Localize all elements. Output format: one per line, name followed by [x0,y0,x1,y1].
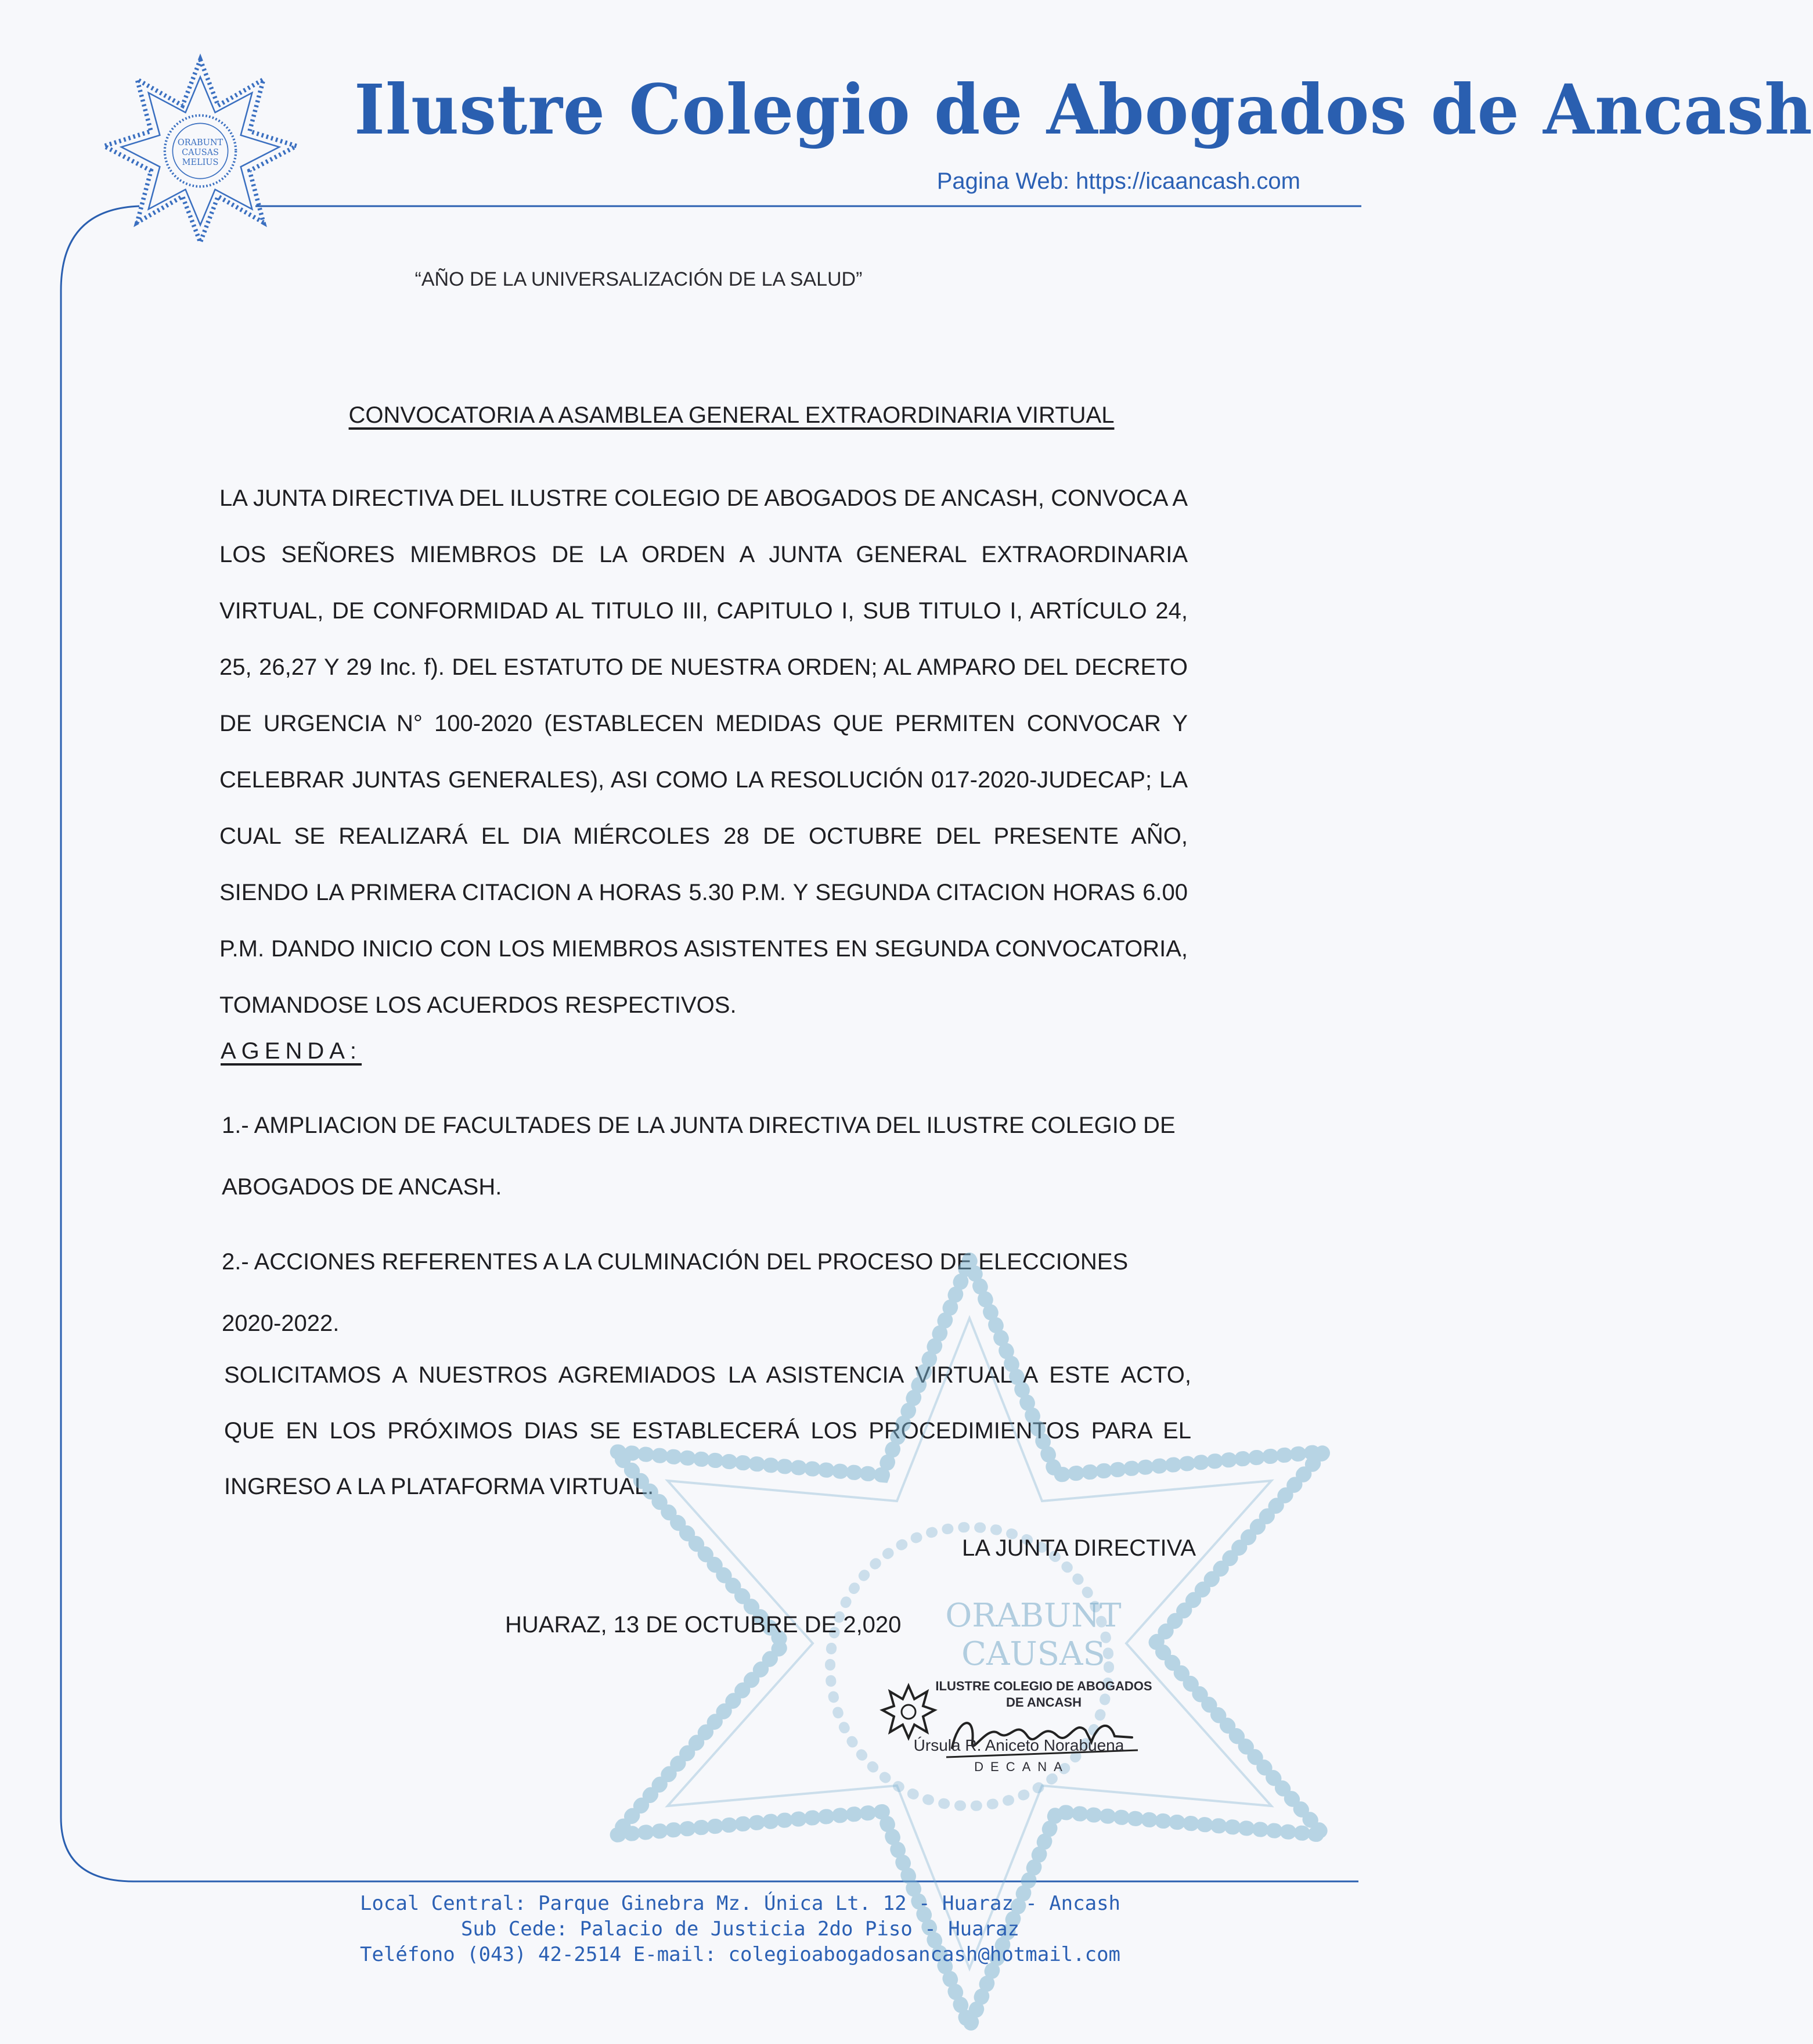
place-date: HUARAZ, 13 DE OCTUBRE DE 2,020 [505,1612,902,1638]
agenda-item-1: 1.- AMPLIACION DE FACULTADES DE LA JUNTA DIRECTIVA DEL ILUSTRE COLEGIO DE ABOGADOS DE ANCASH. [222,1113,1176,1200]
footer-contact: Teléfono (043) 42-2514 E-mail: colegioabogadosancash@hotmail.com [359,1943,1121,1966]
website-link[interactable]: Pagina Web: https://icaancash.com [936,168,1300,194]
year-slogan: “AÑO DE LA UNIVERSALIZACIÓN DE LA SALUD” [414,268,863,290]
stamp-org-line-2: DE ANCASH [1006,1695,1082,1710]
agenda-heading: AGENDA: [221,1038,362,1064]
logo-motto-2: CAUSAS [182,147,219,157]
dean-role: DECANA [974,1759,1069,1774]
convocation-body: LA JUNTA DIRECTIVA DEL ILUSTRE COLEGIO DE ABOGADOS DE ANCASH, CONVOCA A LOS SEÑORES MIEMBROS DE LA ORDEN A JUNTA GENERAL EXTRAORDINARIA VIRTUAL, DE CONFORMIDAD AL TITULO III, CAPITULO I, SUB TITULO I, ARTÍCULO 24, 25, 26,27 Y 29 Inc. f). DEL ESTATUTO DE NUESTRA ORDEN; AL AMPARO DEL DECRETO DE URGENCIA N° 100-2020 (ESTABLECEN MEDIDAS QUE PERMITEN CONVOCAR Y CELEBRAR JUNTAS GENERALES), ASI COMO LA RESOLUCIÓN 017-2020-JUDECAP; LA CUAL SE REALIZARÁ EL DIA MIÉRCOLES 28 DE OCTUBRE DEL PRESENTE AÑO, SIENDO LA PRIMERA CITACION A HORAS 5.30 P.M. Y SEGUNDA CITACION HORAS 6.00 P.M. DANDO INICIO CON LOS MIEMBROS ASISTENTES EN SEGUNDA CONVOCATORIA, TOMANDOSE LOS ACUERDOS RESPECTIVOS. [219,485,1188,1018]
closing-paragraph: SOLICITAMOS A NUESTROS AGREMIADOS LA ASISTENCIA VIRTUAL A ESTE ACTO, QUE EN LOS PRÓXIMOS DIAS SE ESTABLECERÁ LOS PROCEDIMIENTOS PARA EL INGRESO A LA PLATAFORMA VIRTUAL. [224,1362,1191,1499]
stamp-motto [906,1597,1161,1674]
agenda-item-2: 2.- ACCIONES REFERENTES A LA CULMINACIÓN DEL PROCESO DE ELECCIONES 2020-2022. [222,1249,1129,1336]
college-seal-logo [93,52,308,250]
signer-label: LA JUNTA DIRECTIVA [961,1535,1196,1561]
footer-sub-cede: Sub Cede: Palacio de Justicia 2do Piso - Huaraz [460,1917,1020,1941]
stamp-org-line-1: ILUSTRE COLEGIO DE ABOGADOS [935,1679,1152,1693]
small-seal-icon [880,1684,938,1740]
logo-motto-3: MELIUS [182,157,219,167]
footer-address: Local Central: Parque Ginebra Mz. Única Lt. 12 - Huaraz - Ancash [359,1892,1121,1915]
dean-name: Úrsula R. Aniceto Norabuena [913,1736,1124,1754]
stamp-motto-line-2: CAUSAS [961,1635,1105,1673]
stamp-motto-line-1: ORABUNT [945,1597,1122,1635]
logo-motto-1: ORABUNT [177,138,224,147]
institution-title: Ilustre Colegio de Abogados de Ancash [354,69,1813,150]
document-title: CONVOCATORIA A ASAMBLEA GENERAL EXTRAORDINARIA VIRTUAL [348,402,1115,428]
